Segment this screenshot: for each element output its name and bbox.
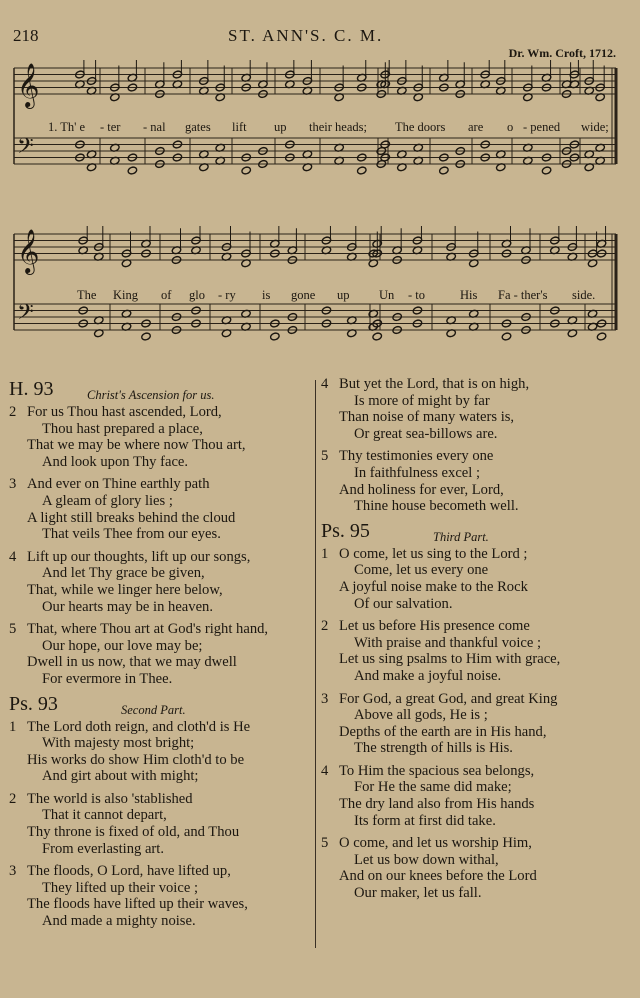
verse-text: Thine house becometh well.: [354, 498, 519, 515]
verse-text: For God, a great God, and great King: [339, 690, 558, 707]
stanza: [9, 621, 309, 687]
tune-title: ST. ANN'S. C. M.: [228, 26, 384, 45]
lyric-syllable: Un: [379, 288, 395, 302]
lyric-syllable: The doors: [395, 120, 446, 134]
verse-line: [321, 448, 621, 465]
verse-text: And on our knees before the Lord: [339, 868, 537, 885]
verse-text: Come, let us every one: [354, 562, 489, 579]
verse-text: That, while we linger here below,: [27, 581, 223, 598]
lyric-syllable: glo: [189, 288, 205, 302]
verse-line: [9, 841, 309, 858]
verse-line: [9, 735, 309, 752]
verse-line: [321, 376, 621, 393]
verse-line: [321, 579, 621, 596]
notehead: [439, 166, 449, 175]
verse-line: [321, 546, 621, 563]
verse-line: [321, 409, 621, 426]
treble-clef-icon: 𝄞: [17, 63, 40, 107]
verse-text: Our hope, our love may be;: [42, 637, 203, 654]
verse-line: [9, 493, 309, 510]
lyric-syllable: - pened: [523, 120, 561, 134]
verse-text: And girt about with might;: [42, 768, 199, 785]
verse-text: Its form at first did take.: [354, 812, 496, 829]
verse-line: [9, 582, 309, 599]
verse-text: The floods, O Lord, have lifted up,: [27, 863, 231, 880]
verse-text: Than noise of many waters is,: [339, 409, 515, 426]
lyric-syllable: - to: [408, 288, 426, 302]
verse-line: [9, 404, 309, 421]
verse-text: Let us sing psalms to Him with grace,: [339, 651, 561, 668]
stanza-number: 4: [321, 762, 329, 779]
left-column: [9, 376, 309, 936]
verse-line: [9, 421, 309, 438]
verse-line: [9, 599, 309, 616]
stanza: [9, 863, 309, 929]
verse-line: [9, 510, 309, 527]
hymn-subtitle: Third Part.: [433, 529, 489, 544]
lyric-syllable: gates: [185, 120, 211, 134]
verse-text: With majesty most bright;: [42, 735, 195, 752]
verse-text: For us Thou hast ascended, Lord,: [27, 404, 222, 420]
lyric-syllable: o: [507, 120, 514, 134]
stanza: [321, 448, 621, 514]
verse-line: [321, 796, 621, 813]
stanza: [321, 835, 621, 901]
lyric-syllable: side.: [572, 288, 596, 302]
stanza: [9, 719, 309, 785]
notehead: [127, 166, 137, 175]
stanza-number: 3: [9, 863, 17, 880]
verse-line: [9, 454, 309, 471]
verse-line: [321, 885, 621, 902]
verse-text: The Lord doth reign, and cloth'd is He: [27, 718, 251, 735]
stanza: [321, 691, 621, 757]
lyric-syllable: up: [337, 288, 350, 302]
verse-text: The dry land also from His hands: [339, 796, 535, 813]
lyric-syllable: their heads;: [309, 120, 367, 134]
verse-line: [9, 863, 309, 880]
notehead: [501, 332, 511, 341]
verse-line: [321, 596, 621, 613]
verse-line: [9, 896, 309, 913]
stanza: [321, 546, 621, 612]
verse-text: Above all gods, He is ;: [354, 707, 488, 724]
lyric-syllable: wide;: [581, 120, 609, 134]
hymn-number: Ps. 95: [321, 519, 370, 542]
verse-text: A light still breaks behind the cloud: [27, 509, 236, 526]
verse-line: [9, 824, 309, 841]
verse-line: [321, 868, 621, 885]
verse-text: Thou hast prepared a place,: [42, 420, 203, 437]
verse-text: Let us before His presence come: [339, 618, 530, 635]
lyric-syllable: His: [460, 288, 478, 302]
verse-text: And make a joyful noise.: [354, 667, 502, 684]
stanza-number: 3: [9, 476, 17, 493]
bass-clef-icon: 𝄢: [17, 300, 34, 330]
stanza-number: 4: [9, 548, 17, 565]
verse-text: Thy throne is fixed of old, and Thou: [27, 824, 240, 841]
notehead: [596, 332, 606, 341]
verse-text: Or great sea-billows are.: [354, 425, 498, 442]
verse-line: [9, 752, 309, 769]
verse-text: That veils Thee from our eyes.: [42, 526, 221, 543]
verse-line: [321, 779, 621, 796]
verse-line: [321, 707, 621, 724]
bass-clef-icon: 𝄢: [17, 134, 34, 164]
verse-text: O come, let us sing to the Lord ;: [339, 545, 528, 562]
verse-text: Thy testimonies every one: [339, 448, 494, 465]
verse-line: [9, 719, 309, 736]
stanza: [9, 476, 309, 542]
verse-line: [9, 526, 309, 543]
stanza-number: 1: [9, 718, 17, 735]
hymn-heading: [9, 379, 309, 403]
verse-line: [321, 763, 621, 780]
verse-line: [321, 740, 621, 757]
verse-text: The strength of hills is His.: [354, 740, 513, 757]
lyric-syllable: of: [161, 288, 172, 302]
verse-line: [321, 852, 621, 869]
stanza: [9, 549, 309, 615]
verse-text: That, where Thou art at God's right hand,: [27, 621, 269, 638]
verse-line: [9, 476, 309, 493]
verse-text: Our hearts may be in heaven.: [42, 598, 214, 615]
lyric-syllable: - nal: [143, 120, 166, 134]
verse-text: His works do show Him cloth'd to be: [27, 751, 245, 768]
verse-text: That it cannot depart,: [42, 807, 167, 824]
verse-line: [9, 654, 309, 671]
column-divider: [315, 380, 316, 948]
lyric-syllable: gone: [291, 288, 316, 302]
verse-line: [9, 565, 309, 582]
verse-line: [321, 835, 621, 852]
notehead: [241, 166, 251, 175]
verse-text: With praise and thankful voice ;: [354, 634, 542, 651]
verse-text: Our maker, let us fall.: [354, 885, 482, 902]
verse-line: [321, 651, 621, 668]
lyric-syllable: - ter: [100, 120, 121, 134]
verse-text: Let us bow down withal,: [354, 851, 499, 868]
verse-text: And let Thy grace be given,: [42, 565, 205, 582]
verse-line: [321, 426, 621, 443]
stanza: [321, 763, 621, 829]
verse-text: From everlasting art.: [42, 840, 164, 857]
verse-line: [321, 691, 621, 708]
hymn-subtitle: Second Part.: [121, 702, 186, 717]
stanza: [321, 618, 621, 684]
verse-line: [9, 549, 309, 566]
stanza-number: 5: [9, 621, 17, 638]
stanza-number: 1: [321, 545, 329, 562]
stanza: [9, 791, 309, 857]
verse-line: [321, 618, 621, 635]
verse-text: For He the same did make;: [354, 779, 512, 796]
lyric-syllable: up: [274, 120, 287, 134]
stanza-number: 2: [321, 618, 329, 635]
treble-clef-icon: 𝄞: [17, 229, 40, 273]
verse-line: [321, 465, 621, 482]
verse-text: But yet the Lord, that is on high,: [339, 376, 530, 392]
lyric-syllable: The: [77, 288, 97, 302]
notehead: [357, 166, 367, 175]
verse-line: [321, 498, 621, 515]
verse-line: [9, 791, 309, 808]
verse-line: [9, 671, 309, 688]
verse-line: [321, 813, 621, 830]
verse-line: [321, 482, 621, 499]
verse-text: For evermore in Thee.: [42, 670, 173, 687]
hymn-subtitle: Christ's Ascension for us.: [87, 388, 215, 402]
notehead: [141, 332, 151, 341]
page-number: 218: [13, 26, 39, 45]
right-column: [321, 376, 621, 908]
stanza-number: 2: [9, 790, 17, 807]
verse-text: That we may be where now Thou art,: [27, 437, 246, 454]
verse-text: A joyful noise make to the Rock: [339, 578, 528, 595]
verse-text: The floods have lifted up their waves,: [27, 896, 248, 913]
verse-text: Depths of the earth are in His hand,: [339, 723, 547, 740]
verse-text: And holiness for ever, Lord,: [339, 481, 504, 498]
verse-text: Is more of might by far: [354, 392, 490, 409]
lyric-syllable: is: [262, 288, 271, 302]
verse-line: [9, 913, 309, 930]
lyric-syllable: 1. Th' e: [48, 120, 86, 134]
verse-line: [321, 724, 621, 741]
stanza-number: 3: [321, 690, 329, 707]
verse-line: [9, 807, 309, 824]
verse-line: [9, 768, 309, 785]
verse-text: Of our salvation.: [354, 595, 453, 612]
stanza: [9, 404, 309, 470]
hymn-number: Ps. 93: [9, 692, 58, 715]
verse-line: [9, 621, 309, 638]
verse-line: [321, 393, 621, 410]
stanza-number: 5: [321, 835, 329, 852]
lyric-syllable: Fa - ther's: [498, 288, 548, 302]
verse-text: To Him the spacious sea belongs,: [339, 762, 535, 779]
verse-line: [321, 635, 621, 652]
stanza: [321, 376, 621, 442]
verse-line: [9, 638, 309, 655]
verse-text: Dwell in us now, that we may dwell: [27, 654, 237, 671]
notehead: [270, 332, 280, 341]
verse-text: O come, and let us worship Him,: [339, 835, 532, 852]
lyric-syllable: lift: [232, 120, 247, 134]
verse-text: And made a mighty noise.: [42, 913, 196, 930]
hymn-heading: [9, 694, 309, 718]
verse-line: [321, 668, 621, 685]
verse-text: They lifted up their voice ;: [42, 879, 199, 896]
composer-credit: Dr. Wm. Croft, 1712.: [508, 46, 616, 60]
verse-text: In faithfulness excel ;: [354, 464, 481, 481]
lyric-syllable: King: [113, 288, 138, 302]
lyric-syllable: - ry: [218, 288, 236, 302]
hymn-number: H. 93: [9, 378, 54, 400]
notehead: [372, 332, 382, 341]
verse-text: Lift up our thoughts, lift up our songs,: [27, 548, 251, 565]
verse-text: And look upon Thy face.: [42, 453, 189, 470]
verse-line: [9, 880, 309, 897]
lyric-syllable: are: [468, 120, 484, 134]
verse-line: [321, 562, 621, 579]
verse-line: [9, 437, 309, 454]
verse-text: And ever on Thine earthly path: [27, 476, 210, 493]
notehead: [541, 166, 551, 175]
stanza-number: 5: [321, 448, 329, 465]
hymn-heading: [321, 521, 621, 545]
stanza-number: 4: [321, 376, 329, 392]
verse-text: A gleam of glory lies ;: [42, 492, 173, 509]
verse-text: The world is also 'stablished: [27, 790, 193, 807]
stanza-number: 2: [9, 404, 17, 420]
